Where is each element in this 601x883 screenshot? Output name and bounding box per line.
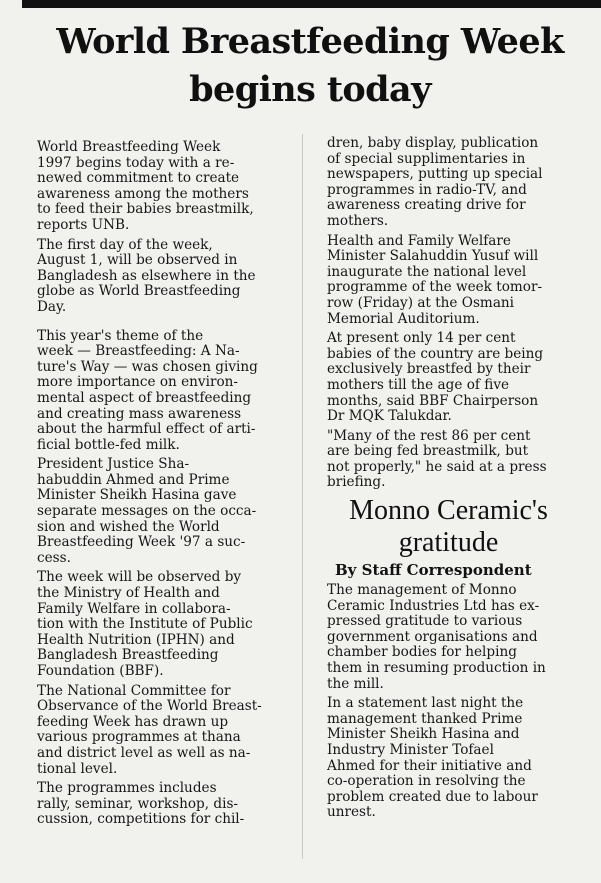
text-line: tional level. [37, 761, 118, 777]
article-paragraph [23, 570, 295, 679]
column-divider [302, 134, 303, 859]
second-article-paragraph [313, 583, 584, 692]
text-line: reports UNB. [37, 217, 130, 233]
text-line: problem created due to labour [327, 789, 538, 805]
text-line: awareness among the mothers [37, 186, 249, 202]
text-line: row (Friday) at the Osmani [327, 295, 515, 311]
text-line: Health Nutrition (IPHN) and [37, 632, 235, 648]
article-paragraph [23, 329, 295, 454]
text-line: At present only 14 per cent [327, 331, 516, 347]
text-line: The week will be observed by [37, 570, 242, 586]
second-headline-line: Monno Ceramic's [349, 495, 548, 527]
text-line: management thanked Prime [327, 711, 523, 727]
text-line: feeding Week has drawn up [37, 714, 229, 730]
article-paragraph [23, 140, 295, 234]
text-line: In a statement last night the [327, 696, 524, 712]
headline-line-2: begins today [189, 69, 431, 110]
text-line: Health and Family Welfare [327, 233, 511, 249]
article-paragraph [23, 238, 295, 316]
text-line: exclusively breastfed by their [327, 362, 531, 378]
text-line: mental aspect of breastfeeding [37, 390, 252, 406]
text-line: ficial bottle-fed milk. [37, 437, 180, 453]
text-line: Minister Sheikh Hasina and [327, 727, 520, 743]
second-article-paragraph [313, 696, 584, 821]
article-paragraph-continued [313, 234, 584, 328]
text-line: newspapers, putting up special [327, 167, 543, 183]
text-line: Industry Minister Tofael [327, 743, 494, 758]
text-line: Minister Salahuddin Yusuf will [327, 249, 539, 265]
text-line: briefing. [327, 475, 386, 491]
text-line: World Breastfeeding Week [37, 140, 221, 155]
article-paragraph [23, 457, 295, 566]
text-line: 1997 begins today with a re- [37, 155, 235, 171]
article-paragraph [23, 684, 295, 778]
text-line: ture's Way — was chosen giving [37, 359, 258, 375]
text-line: newed commitment to create [37, 171, 240, 187]
second-headline-line: gratitude [398, 527, 499, 559]
text-line: chamber bodies for helping [327, 645, 517, 661]
text-line: co-operation in resolving the [327, 774, 526, 790]
text-line: to feed their babies breastmilk, [37, 202, 254, 218]
text-line: dren, baby display, publication [327, 136, 539, 151]
text-line: Foundation (BBF). [37, 664, 164, 679]
text-line: Bangladesh Breastfeeding [37, 648, 219, 664]
text-line: about the harmful effect of arti- [37, 422, 256, 438]
text-line: awareness creating drive for [327, 198, 526, 214]
article-paragraph-continued [313, 331, 584, 425]
text-line: Ahmed for their initiative and [327, 758, 532, 774]
text-line: This year's theme of the [37, 328, 204, 344]
text-line: tion with the Institute of Public [37, 617, 253, 633]
headline-line-1: World Breastfeeding Week [56, 21, 564, 62]
article-column-left [23, 140, 295, 832]
text-line: separate messages on the occa- [37, 504, 257, 520]
text-line: them in resuming production in [327, 661, 546, 677]
text-line: the mill. [327, 676, 384, 692]
text-line: "Many of the rest 86 per cent [327, 428, 531, 444]
text-line: The National Committee for [37, 683, 231, 699]
text-line: The programmes includes [37, 781, 217, 797]
text-line: The first day of the week, [37, 237, 213, 253]
text-line: cussion, competitions for chil- [37, 812, 245, 828]
text-line: Memorial Auditorium. [327, 311, 480, 327]
top-border-bar [22, 0, 601, 8]
text-line: of special supplimentaries in [327, 151, 526, 167]
text-line: Family Welfare in collabora- [37, 601, 231, 617]
text-line: the Ministry of Health and [37, 586, 220, 602]
paragraph-gap [23, 320, 295, 329]
page-headline [20, 18, 600, 114]
article-paragraph [23, 781, 295, 828]
text-line: not properly," he said at a press [327, 459, 547, 475]
text-line: pressed gratitude to various [327, 614, 523, 630]
text-line: cess. [37, 550, 71, 566]
text-line: Dr MQK Talukdar. [327, 409, 452, 425]
text-line: President Justice Sha- [37, 457, 190, 473]
text-line: are being fed breastmilk, but [327, 444, 529, 460]
text-line: months, said BBF Chairperson [327, 393, 539, 409]
text-line: programme of the week tomor- [327, 280, 543, 296]
text-line: habuddin Ahmed and Prime [37, 472, 230, 488]
text-line: programmes in radio-TV, and [327, 182, 527, 198]
article-paragraph-continued [313, 429, 584, 491]
text-line: mothers. [327, 213, 389, 229]
text-line: rally, seminar, workshop, dis- [37, 796, 239, 812]
text-line: Day. [37, 299, 67, 315]
text-line: Minister Sheikh Hasina gave [37, 488, 237, 504]
text-line: Breastfeeding Week '97 a suc- [37, 535, 246, 551]
text-line: Ceramic Industries Ltd has ex- [327, 598, 540, 614]
text-line: babies of the country are being [327, 346, 544, 362]
text-line: The management of Monno [327, 583, 517, 599]
second-article-headline [313, 495, 584, 559]
text-line: mothers till the age of five [327, 377, 510, 393]
article-paragraph-continued [313, 136, 584, 230]
text-line: inaugurate the national level [327, 264, 527, 280]
text-line: various programmes at thana [37, 730, 241, 746]
text-line: week — Breastfeeding: A Na- [37, 344, 240, 360]
text-line: sion and wished the World [37, 519, 220, 535]
text-line: more importance on environ- [37, 375, 238, 391]
text-line: globe as World Breastfeeding [37, 284, 241, 300]
text-line: and district level as well as na- [37, 745, 251, 761]
text-line: and creating mass awareness [37, 406, 242, 422]
text-line: Observance of the World Breast- [37, 699, 262, 715]
article-column-right [313, 136, 584, 825]
text-line: unrest. [327, 805, 376, 821]
text-line: government organisations and [327, 629, 538, 645]
byline: By Staff Correspondent [335, 561, 532, 580]
text-line: August 1, will be observed in [37, 253, 238, 269]
text-line: Bangladesh as elsewhere in the [37, 268, 256, 284]
